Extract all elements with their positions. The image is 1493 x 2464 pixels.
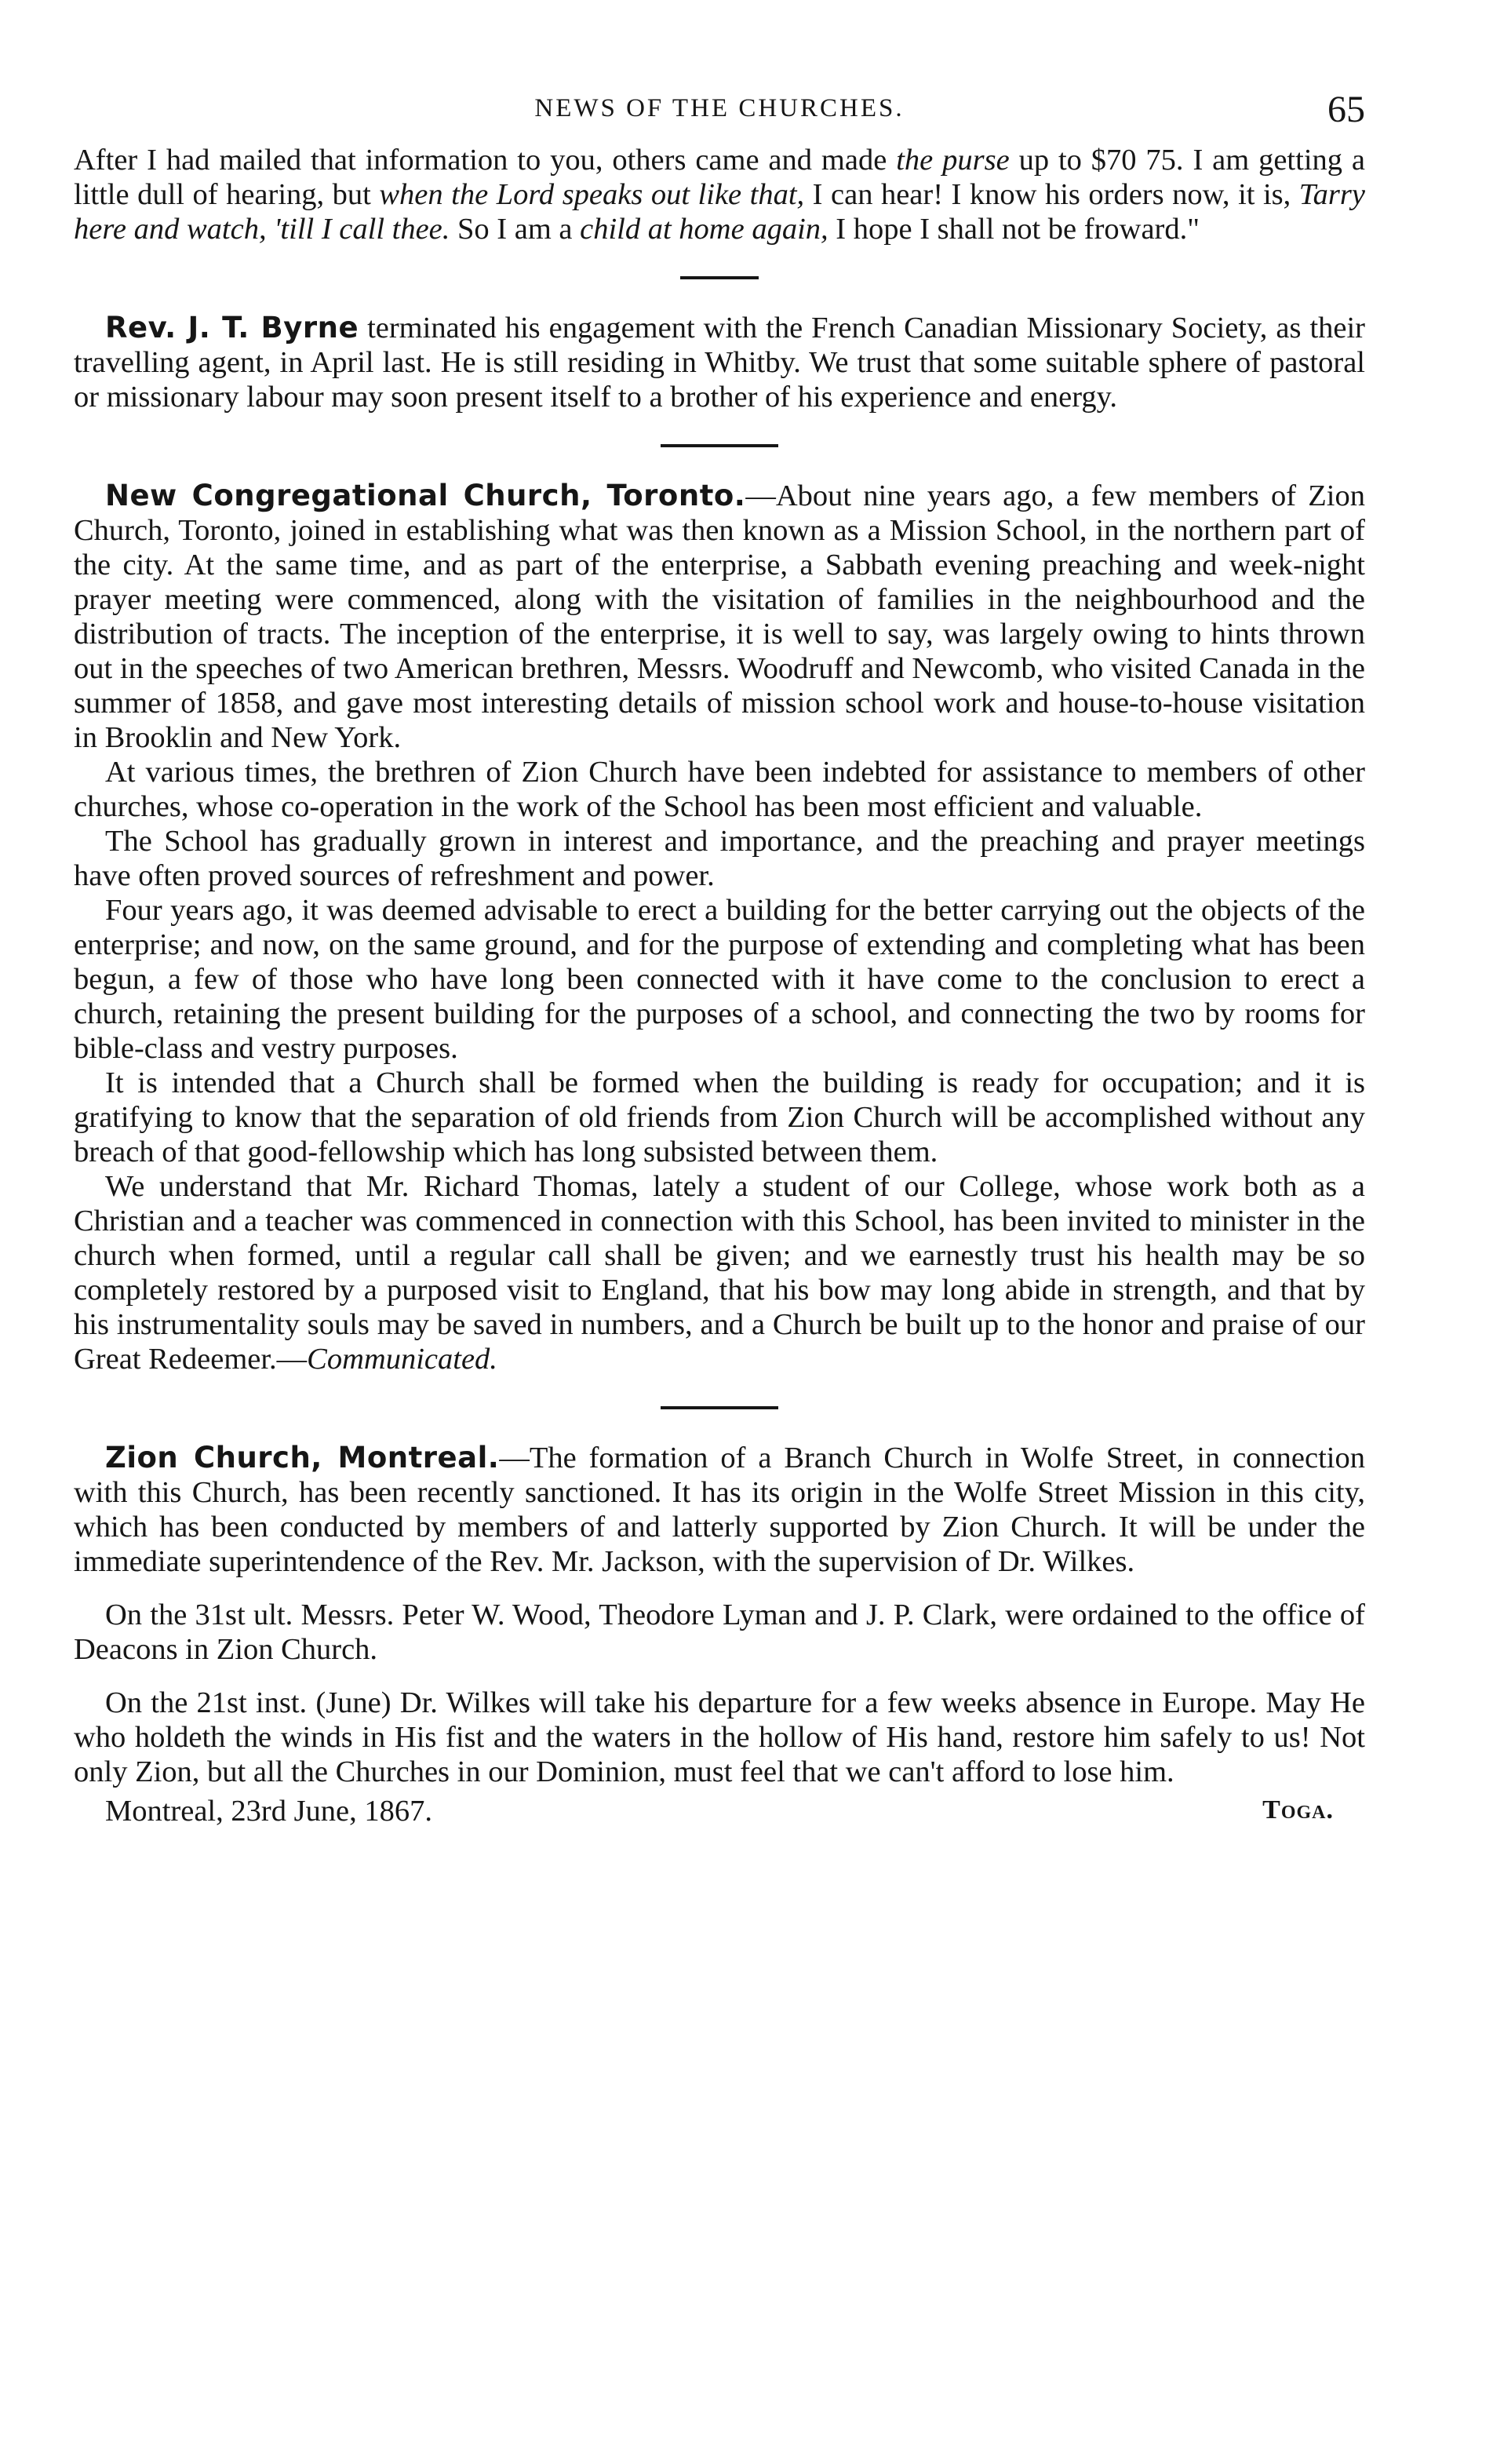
section-divider xyxy=(661,444,778,447)
place-date: Montreal, 23rd June, 1867. xyxy=(105,1795,433,1828)
communicated-note: Communicated. xyxy=(307,1343,497,1376)
montreal-paragraph-2: On the 31st ult. Messrs. Peter W. Wood, Theodore Lyman and J. P. Clark, were ordained to the office of Deacons in Zion Church. xyxy=(74,1598,1365,1666)
toronto-paragraph-4: Four years ago, it was deemed advisable to erect a building for the better carrying out the objects of the enterprise; and now, on the same ground, and for the purpose of extending and completing what has been begun, a few of those who have long been connected with it have come to the conclusion to erect a church, retaining the present building for the purposes of a school, and connecting the two by rooms for bible-class and vestry purposes. xyxy=(74,894,1365,1065)
signoff xyxy=(74,1794,1365,1833)
toronto-paragraph-5: It is intended that a Church shall be formed when the building is ready for occupation; and it is gratifying to know that the separation of old friends from Zion Church will be accomplished without any breach of that good-fellowship which has long subsisted between them. xyxy=(74,1066,1365,1168)
toronto-paragraph-2: At various times, the brethren of Zion Church have been indebted for assistance to members of other churches, whose co-operation in the work of the School has been most efficient and valuable. xyxy=(74,756,1365,823)
toronto-paragraph-3: The School has gradually grown in interest and importance, and the preaching and prayer meetings have often proved sources of refreshment and power. xyxy=(74,825,1365,892)
montreal-heading: Zion Church, Montreal. xyxy=(105,1441,500,1474)
montreal-paragraph-1: Zion Church, Montreal.—The formation of a Branch Church in Wolfe Street, in connection with this Church, has been recently sanctioned. It has its origin in the Wolfe Street Mission in this city, which has been conducted by members of and latterly supported by Zion Church. It will be under the immediate superintendence of the Rev. Mr. Jackson, with the supervision of Dr. Wilkes. xyxy=(74,1441,1365,1578)
page xyxy=(74,88,1365,1833)
toronto-paragraph-1: New Congregational Church, Toronto.—About nine years ago, a few members of Zion Church, Toronto, joined in establishing what was then known as a Mission School, in the northern part of the city. At the same time, and as part of the enterprise, a Sabbath evening preaching and week-night prayer meeting were commenced, along with the visitation of families in the neighbourhood and the distribution of tracts. The inception of the enterprise, it is well to say, was largely owing to hints thrown out in the speeches of two American brethren, Messrs. Woodruff and Newcomb, who visited Canada in the summer of 1858, and gave most interesting details of mission school work and house-to-house visitation in Brooklin and New York. xyxy=(74,479,1365,754)
byrne-notice: Rev. J. T. Byrne terminated his engagement with the French Canadian Missionary Society, as their travelling agent, in April last. He is still residing in Whitby. We trust that some suitable sphere of pastoral or missionary labour may soon present itself to a brother of his experience and energy. xyxy=(74,311,1366,414)
section-divider xyxy=(661,1406,778,1409)
page-header xyxy=(74,88,1365,143)
letter-continuation: After I had mailed that information to you, others came and made the purse up to $70 75. I am getting a little dull of hearing, but when the Lord speaks out like that, I can hear! I know his orders now, it is, Tarry here and watch, 'till I call thee. So I am a child at home again, I hope I shall not be froward." xyxy=(74,144,1365,246)
paragraph-gap xyxy=(74,1579,1365,1598)
toronto-heading: New Congregational Church, Toronto. xyxy=(105,479,746,512)
byrne-heading: Rev. J. T. Byrne xyxy=(105,311,359,344)
running-title: NEWS OF THE CHURCHES. xyxy=(534,94,905,122)
signature: Toga. xyxy=(1262,1795,1334,1824)
section-divider xyxy=(680,276,759,279)
toronto-paragraph-6: We understand that Mr. Richard Thomas, lately a student of our College, whose work both as a Christian and a teacher was commenced in connection with this School, has been invited to minister in the church when formed, until a regular call shall be given; and we earnestly trust his health may be so completely restored by a purposed visit to England, that his bow may long abide in strength, and that by his instrumentality souls may be saved in numbers, and a Church be built up to the honor and praise of our Great Redeemer.—Communicated. xyxy=(74,1170,1365,1376)
page-number: 65 xyxy=(1327,89,1365,130)
paragraph-gap xyxy=(74,1667,1365,1686)
montreal-paragraph-3: On the 21st inst. (June) Dr. Wilkes will take his departure for a few weeks absence in Europe. May He who holdeth the winds in His fist and the waters in the hollow of His hand, restore him safely to us! Not only Zion, but all the Churches in our Dominion, must feel that we can't afford to lose him. xyxy=(74,1686,1365,1788)
